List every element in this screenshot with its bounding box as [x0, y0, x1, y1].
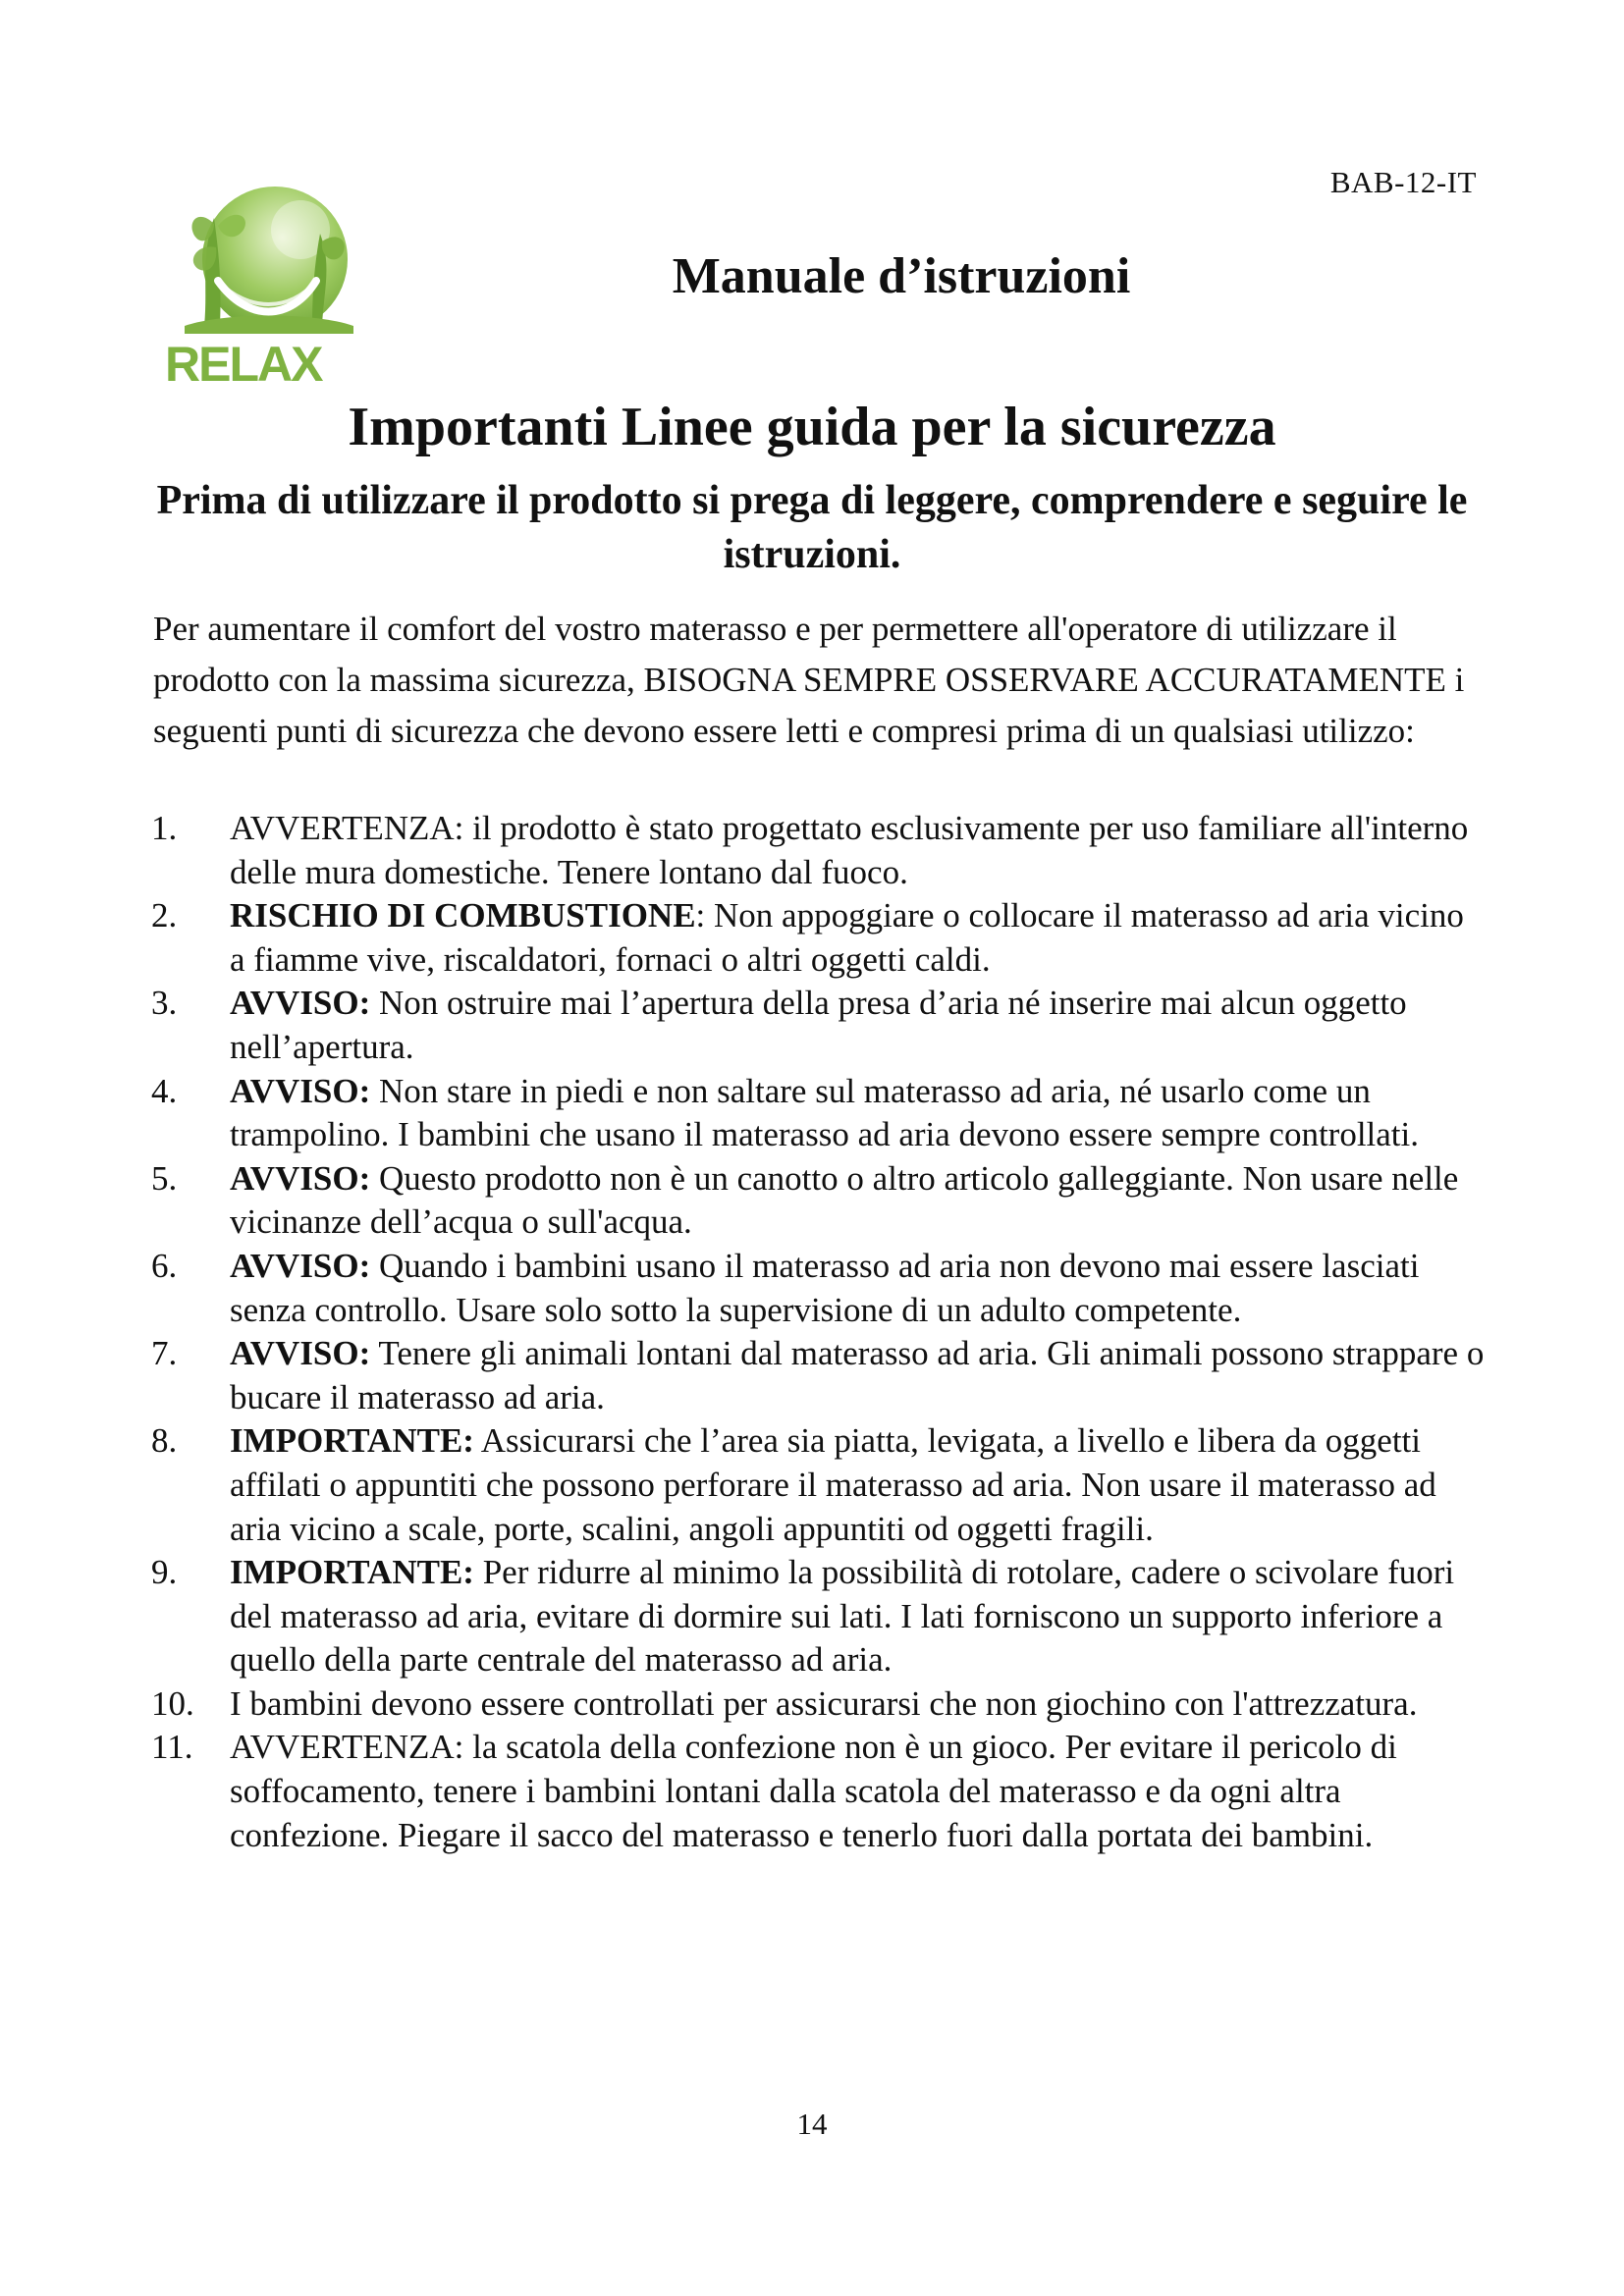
rule-label: IMPORTANTE: [230, 1553, 474, 1592]
safety-heading: Importanti Linee guida per la sicurezza [348, 397, 1276, 457]
rule-number: 5. [151, 1158, 178, 1198]
rule-number: 6. [151, 1246, 178, 1285]
rule-number: 4. [151, 1071, 178, 1110]
safety-rule [0, 1682, 1624, 1727]
safety-rule [0, 1419, 1624, 1551]
rule-text: : Non appoggiare o collocare il materasso ad aria vicino a fiamme vive, riscaldatori, fornaci o altri oggetti caldi. [230, 896, 1464, 979]
rule-label: IMPORTANTE: [230, 1421, 474, 1461]
rule-text: Assicurarsi che l’area sia piatta, levigata, a livello e libera da oggetti affilati o appuntiti che possono perforare il materasso ad aria. Non usare il materasso ad aria vicino a scale, porte, scalini, angoli appuntiti od oggetti fragili. [230, 1421, 1436, 1548]
rule-number: 7. [151, 1334, 178, 1373]
safety-subheading: Prima di utilizzare il prodotto si prega di leggere, comprendere e seguire le istruzioni. [156, 478, 1468, 577]
safety-rule [0, 1551, 1624, 1682]
rule-number: 9. [151, 1553, 178, 1592]
rule-text: Non stare in piedi e non saltare sul materasso ad aria, né usarlo come un trampolino. I bambini che usano il materasso ad aria devono essere sempre controllati. [230, 1071, 1420, 1154]
safety-rule [0, 982, 1624, 1069]
rule-text: AVVERTENZA: il prodotto è stato progettato esclusivamente per uso familiare all'interno delle mura domestiche. Tenere lontano dal fuoco. [230, 809, 1469, 891]
page-number: 14 [796, 2107, 828, 2141]
rule-number: 3. [151, 984, 178, 1023]
rule-label: AVVISO: [230, 1246, 371, 1285]
manual-title: Manuale d’istruzioni [672, 248, 1131, 304]
rule-label: AVVISO: [230, 1071, 371, 1110]
rule-number: 1. [151, 809, 178, 847]
safety-rule [0, 1332, 1624, 1419]
logo-text: RELAX [165, 337, 322, 390]
safety-rules-list [0, 807, 1624, 1857]
rule-text: AVVERTENZA: la scatola della confezione non è un gioco. Per evitare il pericolo di soffocamento, tenere i bambini lontani dalla scatola del materasso e da ogni altra confezione. Piegare il sacco del materasso e tenerlo fuori dalla portata dei bambini. [230, 1728, 1397, 1854]
safety-rule [0, 807, 1624, 894]
rule-label: AVVISO: [230, 984, 371, 1023]
safety-rule [0, 1157, 1624, 1245]
document-code: BAB-12-IT [1329, 165, 1477, 199]
rule-text: Non ostruire mai l’apertura della presa d’aria né inserire mai alcun oggetto nell’apertura. [230, 984, 1407, 1066]
rule-text: I bambini devono essere controllati per assicurarsi che non giochino con l'attrezzatura. [230, 1683, 1418, 1723]
safety-rule [0, 1726, 1624, 1857]
rule-text: Tenere gli animali lontani dal materasso ad aria. Gli animali possono strappare o bucare il materasso ad aria. [230, 1334, 1485, 1416]
rule-number: 2. [151, 896, 178, 935]
rule-text: Per ridurre al minimo la possibilità di rotolare, cadere o scivolare fuori del materasso ad aria, evitare di dormire sui lati. I lati forniscono un supporto inferiore a quello della parte centrale del materasso ad aria. [230, 1553, 1455, 1680]
rule-text: Quando i bambini usano il materasso ad aria non devono mai essere lasciati senza controllo. Usare solo sotto la supervisione di un adulto competente. [230, 1246, 1420, 1329]
rule-number: 8. [151, 1421, 178, 1461]
safety-rule [0, 894, 1624, 982]
rule-number: 11. [151, 1728, 193, 1767]
safety-rule [0, 1245, 1624, 1332]
intro-paragraph: Per aumentare il comfort del vostro materasso e per permettere all'operatore di utilizzare il prodotto con la massima sicurezza, BISOGNA SEMPRE OSSERVARE ACCURATAMENTE i seguenti punti di sicurezza che devono essere letti e compresi prima di un qualsiasi utilizzo: [153, 610, 1465, 750]
rule-label: AVVISO: [230, 1334, 371, 1373]
rule-label: AVVISO: [230, 1158, 371, 1198]
rule-text: Questo prodotto non è un canotto o altro articolo galleggiante. Non usare nelle vicinanze dell’acqua o sull'acqua. [230, 1158, 1459, 1242]
rule-label: RISCHIO DI COMBUSTIONE [230, 896, 696, 935]
safety-rule [0, 1070, 1624, 1157]
rule-number: 10. [151, 1683, 194, 1723]
